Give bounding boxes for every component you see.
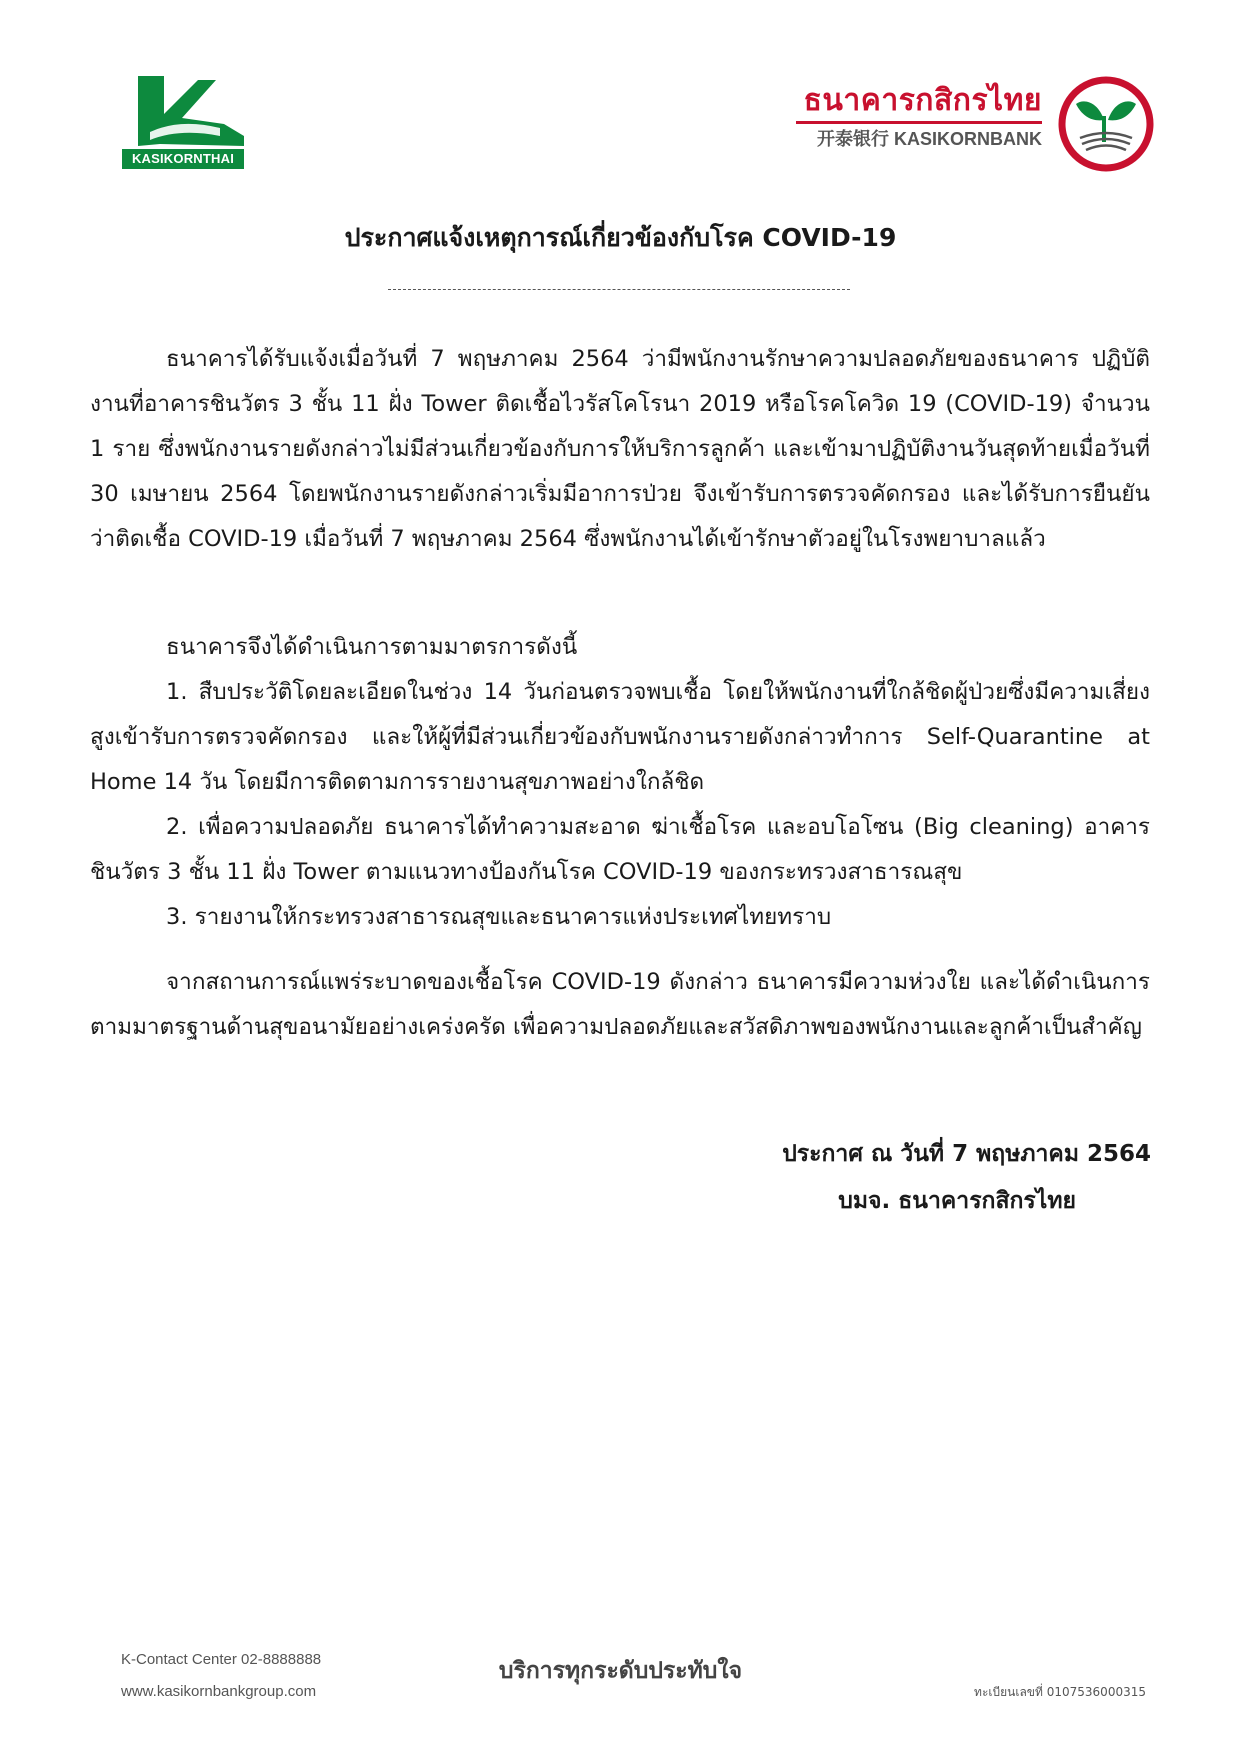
bank-name-english: 开泰银行 KASIKORNBANK (817, 129, 1042, 149)
footer-slogan: บริการทุกระดับประทับใจ (498, 1658, 743, 1684)
logo-label: KASIKORNTHAI (122, 149, 244, 169)
footer-registration-number: ทะเบียนเลขที่ 0107536000315 (974, 1685, 1146, 1699)
kasikornbank-seal-icon (1058, 76, 1154, 172)
announcement-date: ประกาศ ณ วันที่ 7 พฤษภาคม 2564 (782, 1141, 1151, 1167)
bank-name-underline (796, 121, 1042, 124)
measure-item: 3. รายงานให้กระทรวงสาธารณสุขและธนาคารแห่งประเทศไทยทราบ (166, 904, 832, 930)
bank-name-thai: ธนาคารกสิกรไทย (803, 83, 1042, 118)
paragraph-conclusion: จากสถานการณ์แพร่ระบาดของเชื้อโรค COVID-19 ดังกล่าว ธนาคารมีความห่วงใย และได้ดำเนินการตามมาตรฐานด้านสุขอนามัยอย่างเคร่งครัด เพื่อความปลอดภัยและสวัสดิภาพของพนักงานและลูกค้าเป็นสำคัญ (90, 969, 1150, 1040)
measure-item: 2. เพื่อความปลอดภัย ธนาคารได้ทำความสะอาด ฆ่าเชื้อโรค และอบโอโซน (Big cleaning) อาคารชินวัตร 3 ชั้น 11 ฝั่ง Tower ตามแนวทางป้องกันโรค COVID-19 ของกระทรวงสาธารณสุข (90, 814, 1150, 885)
document-title: ประกาศแจ้งเหตุการณ์เกี่ยวข้องกับโรค COVID-19 (344, 223, 897, 252)
company-signature: บมจ. ธนาคารกสิกรไทย (838, 1188, 1076, 1214)
footer-contact-center: K-Contact Center 02-8888888 (121, 1651, 322, 1668)
paragraph-measures-intro: ธนาคารจึงได้ดำเนินการตามมาตรการดังนี้ (166, 634, 578, 660)
title-divider (388, 289, 850, 290)
paragraph-incident: ธนาคารได้รับแจ้งเมื่อวันที่ 7 พฤษภาคม 2564 ว่ามีพนักงานรักษาความปลอดภัยของธนาคาร ปฏิบัติงานที่อาคารชินวัตร 3 ชั้น 11 ฝั่ง Tower ติดเชื้อไวรัสโคโรนา 2019 หรือโรคโควิด 19 (COVID-19) จำนวน 1 ราย ซึ่งพนักงานรายดังกล่าวไม่มีส่วนเกี่ยวข้องกับการให้บริการลูกค้า และเข้ามาปฏิบัติงานวันสุดท้ายเมื่อวันที่ 30 เมษายน 2564 โดยพนักงานรายดังกล่าวเริ่มมีอาการป่วย จึงเข้ารับการตรวจคัดกรอง และได้รับการยืนยันว่าติดเชื้อ COVID-19 เมื่อวันที่ 7 พฤษภาคม 2564 ซึ่งพนักงานได้เข้ารักษาตัวอยู่ในโรงพยาบาลแล้ว (90, 346, 1150, 552)
measure-item: 1. สืบประวัติโดยละเอียดในช่วง 14 วันก่อนตรวจพบเชื้อ โดยให้พนักงานที่ใกล้ชิดผู้ป่วยซึ่งมีความเสี่ยงสูงเข้ารับการตรวจคัดกรอง และให้ผู้ที่มีส่วนเกี่ยวข้องกับพนักงานรายดังกล่าวทำการ Self-Quarantine at Home 14 วัน โดยมีการติดตามการรายงานสุขภาพอย่างใกล้ชิด (90, 679, 1150, 795)
footer-website-link[interactable]: www.kasikornbankgroup.com (121, 1683, 317, 1700)
